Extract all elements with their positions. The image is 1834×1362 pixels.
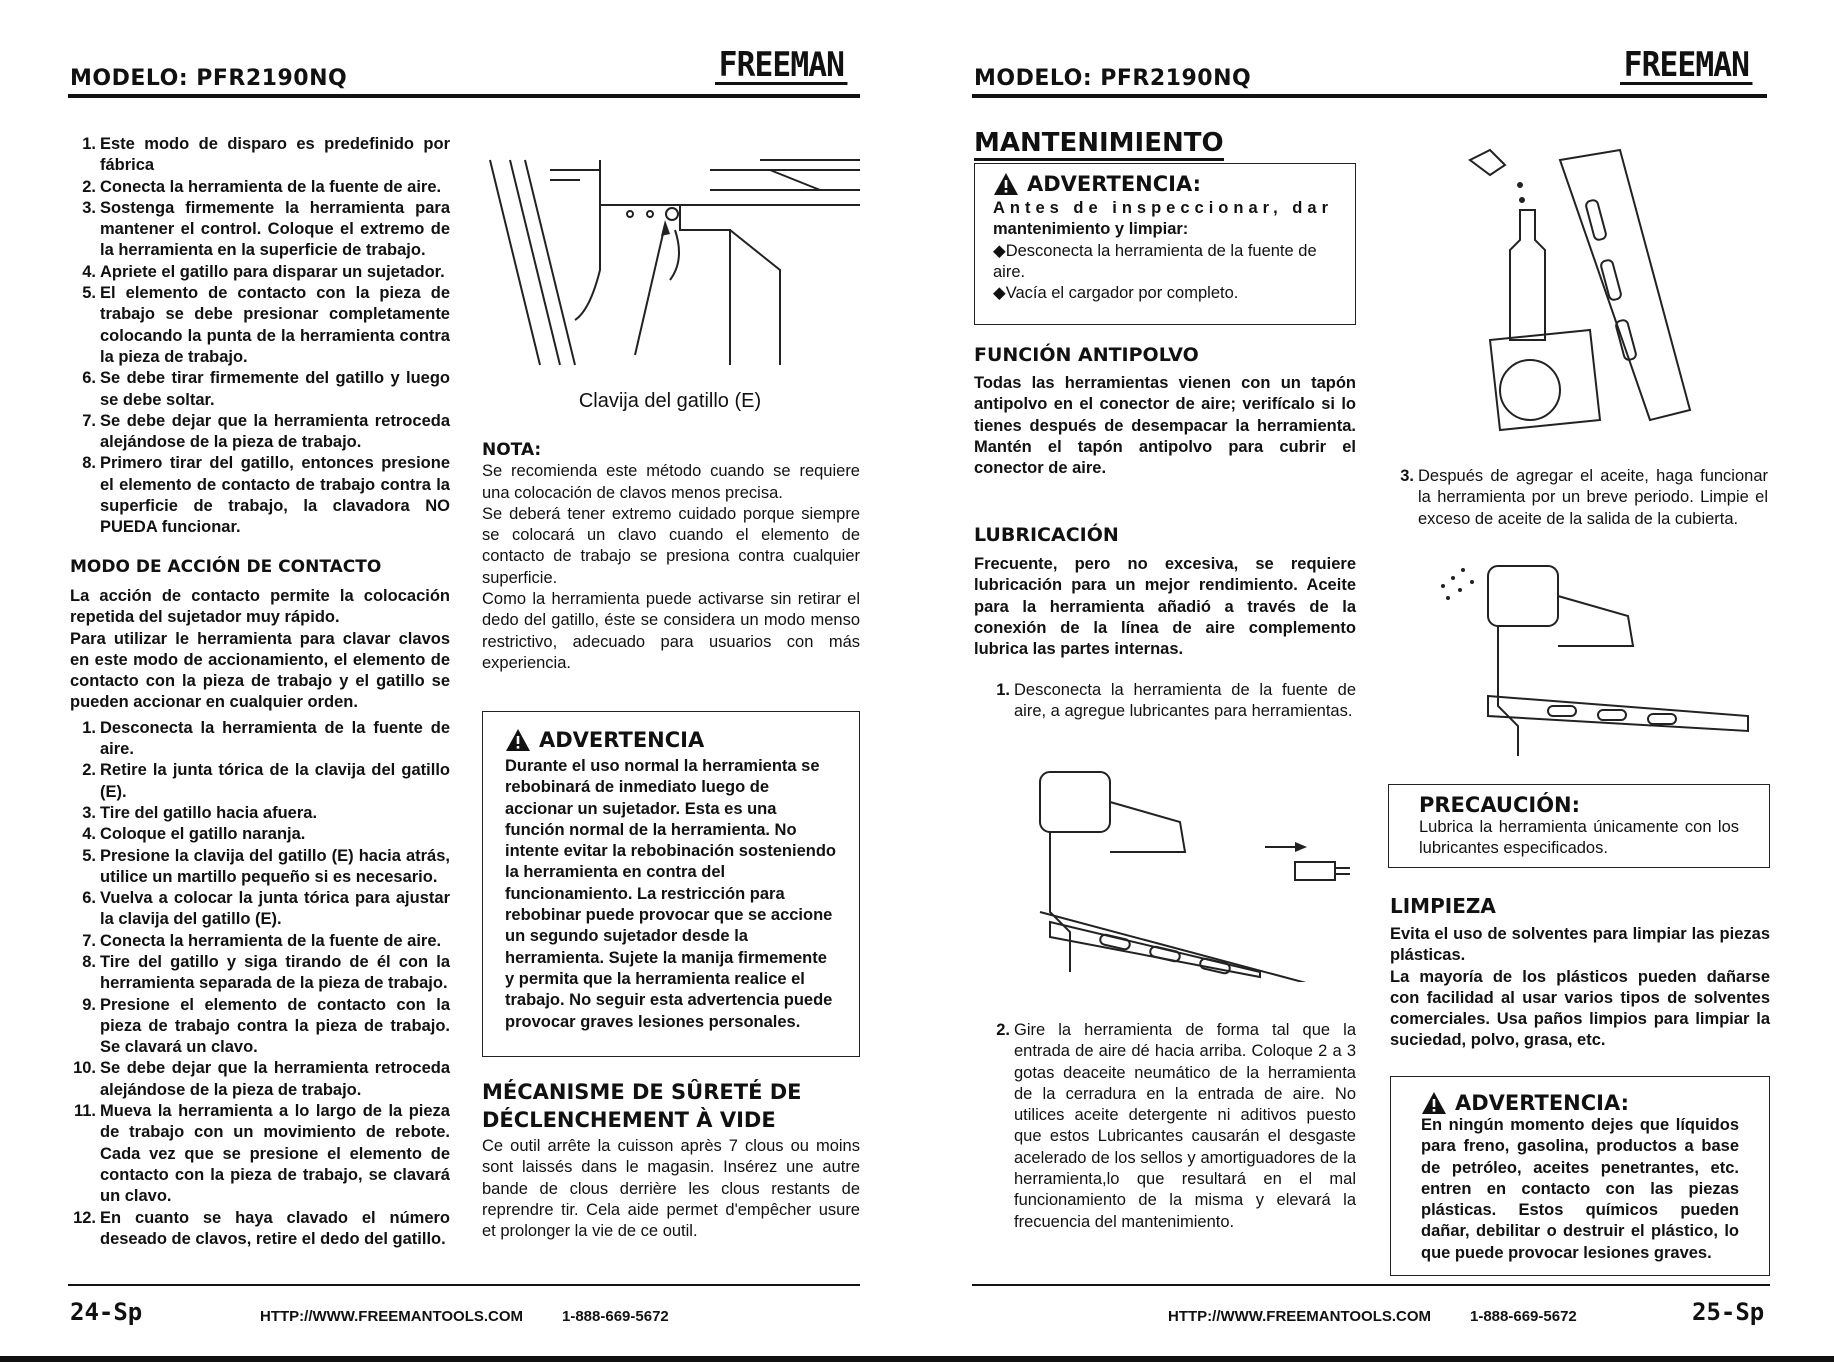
step-number: 10.	[73, 1059, 96, 1078]
step-item	[70, 931, 450, 952]
step-number: 8.	[82, 454, 96, 473]
step-item	[70, 1101, 450, 1207]
freeman-logo-right: FREEMAN	[1620, 48, 1753, 85]
step-text: Mueva la herramienta a lo largo de la pieza de trabajo con un movimiento de rebote. Cada vez que se presione el elemento de contacto con la pieza de trabajo, se clavará un clavo.	[100, 1102, 450, 1206]
right-footer-phone: 1-888-669-5672	[1470, 1308, 1577, 1325]
maintenance-warning-box	[974, 163, 1356, 325]
warning1-intro-b: mantenimiento y limpiar:	[993, 220, 1189, 239]
mecanisme-body: Ce outil arrête la cuisson après 7 clous ou moins sont laissés dans le magasin. Insérez une autre bande de clous derrière les clous restants de reprendre tir. Cela aide permet d'empêcher usure et prolonger la vie de ce outil.	[482, 1137, 860, 1241]
step-text: Conecta la herramienta de la fuente de aire.	[100, 177, 442, 196]
step-number: 2.	[82, 761, 96, 780]
warning-icon	[993, 172, 1019, 196]
limpieza-heading: LIMPIEZA	[1390, 894, 1496, 918]
left-model-title: MODELO: PFR2190NQ	[70, 66, 348, 91]
step-item	[70, 888, 450, 931]
step-text: Se debe dejar que la herramienta retroceda alejándose de la pieza de trabajo.	[100, 411, 450, 452]
step-number: 6.	[82, 889, 96, 908]
step-item	[70, 995, 450, 1059]
right-footer-url[interactable]: HTTP://WWW.FREEMANTOOLS.COM	[1168, 1308, 1432, 1325]
step-text: Conecta la herramienta de la fuente de aire.	[100, 931, 442, 950]
left-warning-title: ADVERTENCIA	[505, 728, 837, 752]
step-number: 5.	[82, 284, 96, 303]
step-number: 6.	[82, 369, 96, 388]
limpieza-section	[1390, 924, 1770, 1052]
step-item	[70, 368, 450, 411]
step-text: En cuanto se haya clavado el número deseado de clavos, retire el dedo del gatillo.	[100, 1208, 450, 1248]
step-item	[70, 952, 450, 995]
step-number: 2.	[82, 177, 96, 196]
step-item	[70, 1058, 450, 1101]
nota-paragraph-1: Se recomienda este método cuando se requiere una colocación de clavos menos precisa.	[482, 462, 860, 502]
step-number: 7.	[82, 931, 96, 950]
step-number: 1.	[82, 718, 96, 737]
step-item	[70, 1208, 450, 1251]
warning1-item-2: ◆Vacía el cargador por completo.	[993, 284, 1239, 303]
warning1-intro-a: Antes de inspeccionar, dar	[993, 199, 1333, 217]
step-text: Desconecta la herramienta de la fuente de aire.	[100, 718, 450, 759]
nota-section	[482, 440, 860, 674]
step-item	[70, 134, 450, 177]
step-item	[70, 803, 450, 824]
step-text: Retire la junta tórica de la clavija del gatillo (E).	[100, 761, 450, 801]
trigger-pin-figure	[480, 150, 860, 370]
step-text: Tire del gatillo hacia afuera.	[100, 803, 318, 822]
precaution-box	[1388, 784, 1770, 868]
step-item	[70, 198, 450, 262]
nailer-running-figure	[1428, 556, 1758, 756]
step-number: 11.	[73, 1102, 96, 1121]
nota-paragraph-2: Se deberá tener extremo cuidado porque siempre se colocará un clavo cuando el elemento de contacto de trabajo se presiona contra cualquier superficie.	[482, 504, 860, 587]
maintenance-title: MANTENIMIENTO	[974, 128, 1224, 161]
step-number: 9.	[82, 995, 96, 1014]
step-item	[70, 262, 450, 283]
solvent-warning-box	[1390, 1076, 1770, 1276]
step-text: Tire del gatillo y siga tirando de él con la herramienta separada de la pieza de trabajo.	[100, 952, 450, 993]
limpieza-paragraph-1: Evita el uso de solventes para limpiar las piezas plásticas.	[1390, 925, 1770, 965]
step-text: Presione la clavija del gatillo (E) hacia atrás, utilice un martillo pequeño si es necesario.	[100, 846, 450, 886]
lub-step-1: 1. Desconecta la herramienta de la fuente de aire, a agregue lubricantes para herramientas.	[996, 681, 1356, 721]
step-text: Presione el elemento de contacto con la pieza de trabajo contra la pieza de trabajo. Se clavará un clavo.	[100, 995, 450, 1057]
left-footer-url[interactable]: HTTP://WWW.FREEMANTOOLS.COM	[260, 1308, 524, 1325]
step-item	[70, 453, 450, 538]
freeman-logo: FREEMAN	[715, 48, 848, 85]
maintenance-warning-title: ADVERTENCIA:	[993, 172, 1337, 196]
nailer-air-connection-figure	[1010, 762, 1350, 982]
step-number: 4.	[82, 262, 96, 281]
step-number: 8.	[82, 952, 96, 971]
step-item	[70, 718, 450, 761]
bottom-edge-bar	[0, 1356, 1834, 1362]
right-page-number: 25-Sp	[1692, 1298, 1765, 1326]
left-warning-box	[482, 711, 860, 1057]
left-warning-body: Durante el uso normal la herramienta se rebobinará de inmediato luego de accionar un sujetador. Esta es una función normal de la herramienta. No intente evitar la rebobinación sosteniendo la herramienta en contra del funcionamiento. La restricción para rebobinar puede provocar que se accione un segundo sujetador desde la herramienta. Sujete la manija firmemente y permita que la herramienta realice el trabajo. No seguir esta advertencia puede provocar graves lesiones personales.	[505, 757, 836, 1031]
footer-rule	[68, 1284, 860, 1286]
step-text: Este modo de disparo es predefinido por fábrica	[100, 135, 450, 175]
step-text: Primero tirar del gatillo, entonces presione el elemento de contacto de trabajo contra la superficie de trabajo, la clavadora NO PUEDA funcionar.	[100, 454, 450, 537]
contact-mode-heading: MODO DE ACCIÓN DE CONTACTO	[70, 556, 382, 577]
header-rule	[68, 94, 860, 98]
left-page-number: 24-Sp	[70, 1298, 143, 1326]
contact-paragraph-1: La acción de contacto permite la colocación repetida del sujetador muy rápido.	[70, 586, 450, 627]
step-text: Apriete el gatillo para disparar un sujetador.	[100, 262, 445, 281]
header-rule-right	[972, 94, 1767, 98]
step-text: Se debe tirar firmemente del gatillo y luego se debe soltar.	[100, 369, 450, 409]
step-number: 1.	[82, 135, 96, 153]
step-item	[70, 760, 450, 803]
step-item	[70, 411, 450, 454]
step-number: 3.	[82, 803, 96, 822]
step-item	[70, 283, 450, 368]
step-item	[70, 824, 450, 845]
limpieza-paragraph-2: La mayoría de los plásticos pueden dañarse con facilidad al usar varios tipos de solventes comerciales. Usa paños limpios para limpiar la suciedad, polvo, grasa, etc.	[1390, 967, 1770, 1050]
step-text: Se debe dejar que la herramienta retroceda alejándose de la pieza de trabajo.	[100, 1059, 450, 1099]
nota-heading: NOTA:	[482, 440, 542, 460]
warning-icon	[1421, 1091, 1447, 1115]
solvent-warning-body: En ningún momento dejes que líquidos para freno, gasolina, productos a base de petróleo, aceites penetrantes, etc. entren en contacto con las piezas plásticas. Estos químicos pueden dañar, debilitar o destruir el plástico, lo que puede provocar lesiones graves.	[1421, 1116, 1739, 1262]
precaution-title: PRECAUCIÓN:	[1419, 793, 1581, 817]
step-item	[70, 846, 450, 889]
step-number: 4.	[82, 825, 96, 844]
single-fire-steps	[70, 134, 450, 539]
step-number: 5.	[82, 846, 96, 865]
warning-icon	[505, 728, 531, 752]
mecanisme-heading: MÉCANISME DE SÛRETÉ DE DÉCLENCHEMENT À VIDE	[482, 1080, 802, 1132]
right-model-title: MODELO: PFR2190NQ	[974, 66, 1252, 91]
antipolvo-body: Todas las herramientas vienen con un tapón antipolvo en el conector de aire; verifícalo si lo tienes después de desempacar la herramienta. Mantén el tapón antipolvo para cubrir el conector de aire.	[974, 374, 1356, 478]
step-item	[70, 177, 450, 198]
step-number: 7.	[82, 411, 96, 430]
step-text: Sostenga firmemente la herramienta para mantener el control. Coloque el extremo de la herramienta en la superficie de trabajo.	[100, 198, 450, 260]
left-footer-phone: 1-888-669-5672	[562, 1308, 669, 1325]
solvent-warning-title: ADVERTENCIA:	[1421, 1091, 1739, 1115]
lubricacion-heading: LUBRICACIÓN	[974, 524, 1119, 546]
left-column	[70, 134, 450, 1250]
step-text: Coloque el gatillo naranja.	[100, 825, 306, 844]
step-text: Vuelva a colocar la junta tórica para ajustar la clavija del gatillo (E).	[100, 889, 450, 929]
precaution-body: Lubrica la herramienta únicamente con los lubricantes especificados.	[1419, 818, 1739, 858]
lub-step-3: 3. Después de agregar el aceite, haga funcionar la herramienta por un breve periodo. Limpie el exceso de aceite de la salida de la cubierta.	[1400, 467, 1768, 528]
figure-caption: Clavija del gatillo (E)	[578, 390, 762, 412]
lub-step-2: 2. Gire la herramienta de forma tal que la entrada de aire dé hacia arriba. Coloque 2 a 3 gotas deaceite neumático de la herramienta de la cerradura en la entrada de aire. No utilices aceite detergente ni aditivos puesto que estos Lubricantes causarán el desgaste acelerado de los sellos y amortiguadores de la herramienta,lo que resultará en el mal funcionamiento de la misma y elevará la frecuencia del mantenimiento.	[996, 1021, 1356, 1231]
contact-paragraph-2: Para utilizar le herramienta para clavar clavos en este modo de accionamiento, el elemento de contacto con la pieza de trabajo y el gatillo se pueden accionar en cualquier orden.	[70, 629, 450, 712]
step-number: 3.	[82, 198, 96, 217]
nota-paragraph-3: Como la herramienta puede activarse sin retirar el dedo del gatillo, éste se considera un modo menso restrictivo, adecuado para usuarios con más experiencia.	[482, 590, 860, 672]
step-text: El elemento de contacto con la pieza de trabajo se debe presionar completamente colocando la punta de la herramienta contra la pieza de trabajo.	[100, 284, 450, 366]
lubricacion-body: Frecuente, pero no excesiva, se requiere lubricación para un mejor rendimiento. Aceite para la herramienta añadió a través de la conexión de la línea de aire complemento lubrica las partes internas.	[974, 555, 1356, 659]
footer-rule-right	[972, 1284, 1770, 1286]
step-number: 12.	[73, 1208, 96, 1227]
antipolvo-heading: FUNCIÓN ANTIPOLVO	[974, 344, 1199, 366]
nailer-oiling-figure	[1450, 140, 1770, 440]
contact-mode-steps	[70, 718, 450, 1250]
warning1-item-1: ◆Desconecta la herramienta de la fuente de aire.	[993, 241, 1317, 281]
